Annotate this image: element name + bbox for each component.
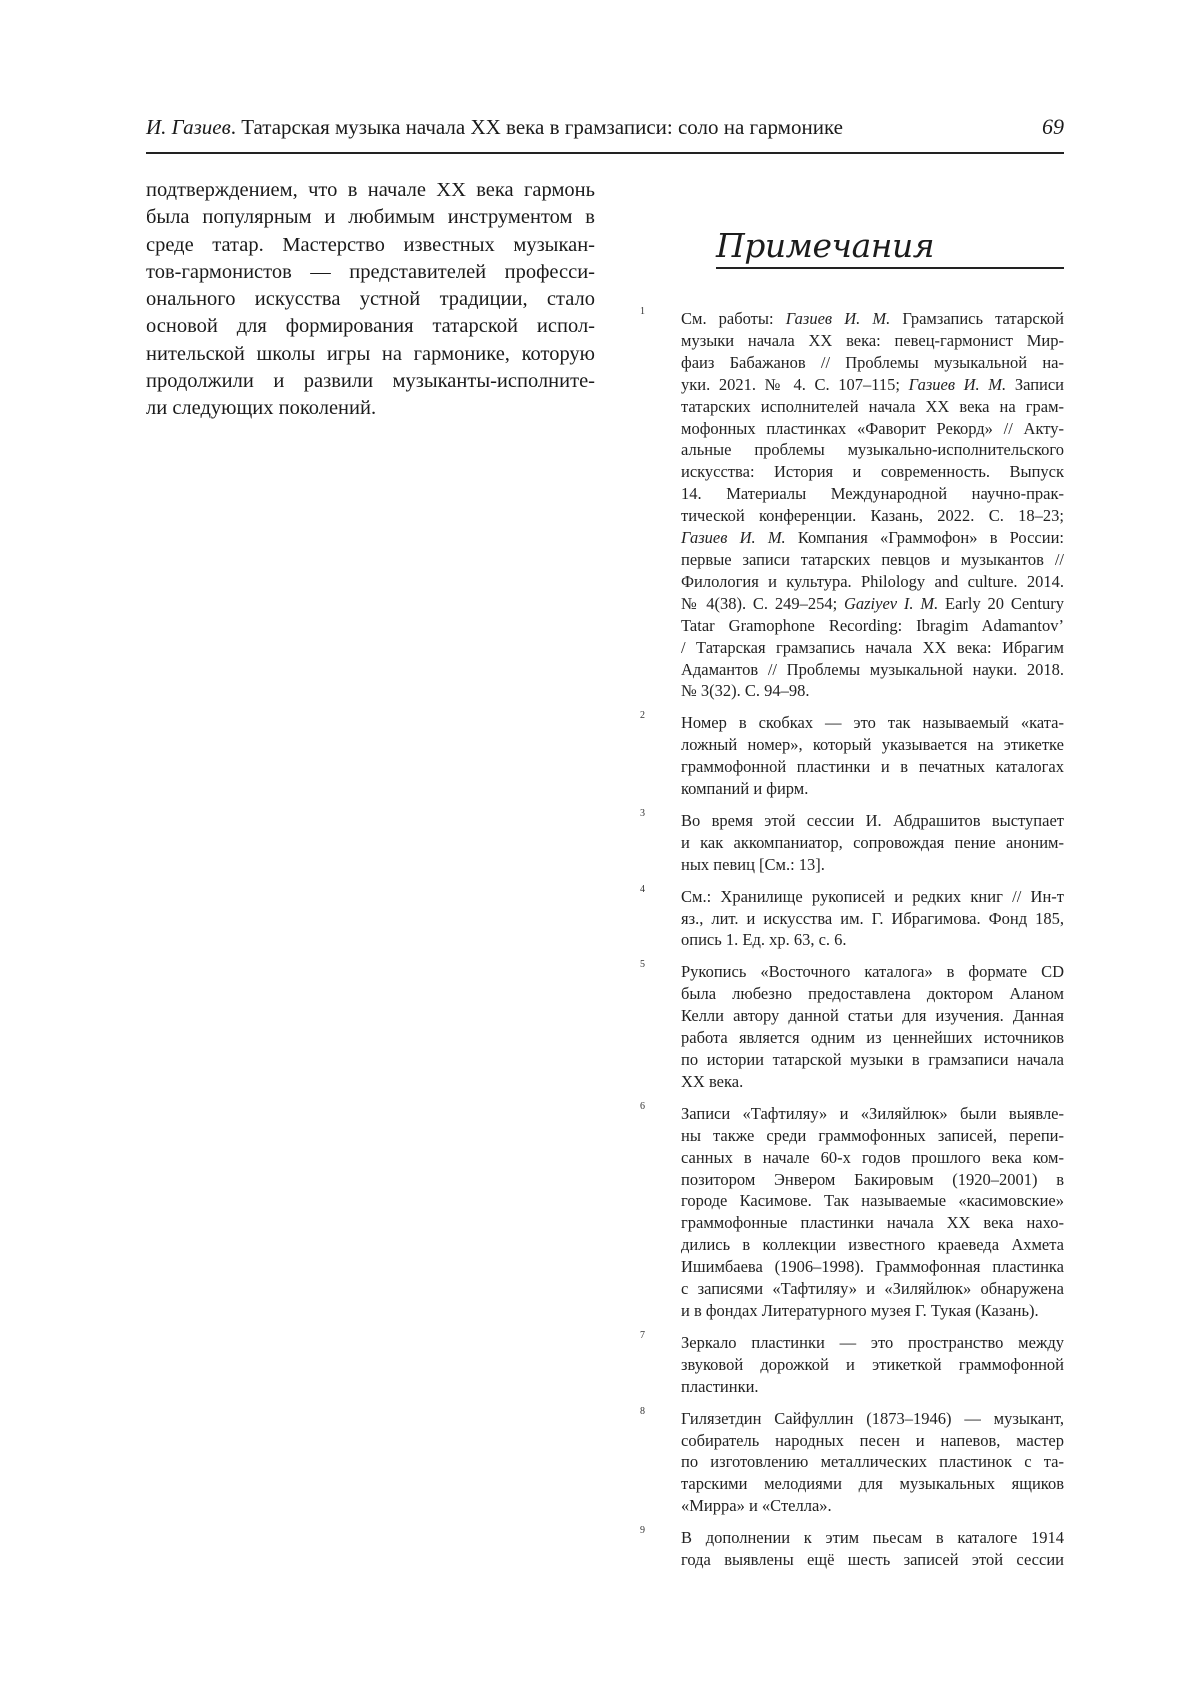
footnote-text-run: № 3(32). С. 94–98. (681, 681, 810, 701)
cited-author: Газиев И. М. (908, 374, 1007, 394)
footnote-text-run: «Мирра» и «Стелла». (681, 1496, 832, 1516)
footnote-text-run: Tatar Gramophone Recording: Ibragim Adamantov’ (681, 615, 1064, 635)
cited-author: Газиев И. М. (785, 309, 891, 328)
footnote-line (681, 527, 1064, 549)
footnote-line (681, 1451, 1064, 1473)
footnote-text-run: Грамзапись татарской (890, 309, 1064, 328)
footnote-line (681, 593, 1064, 615)
footnote-text-run: звуковой дорожкой и этикеткой граммофонной (681, 1354, 1064, 1374)
footnote-line (681, 461, 1064, 483)
body-line: тов-гармонистов — представителей професси- (146, 260, 595, 283)
footnote-text-run: первые записи татарских певцов и музыкантов // (681, 549, 1064, 569)
footnote-line (681, 1278, 1064, 1300)
footnote-line (681, 1430, 1064, 1452)
body-text-column (146, 177, 595, 423)
footnote-line (681, 1495, 1064, 1517)
footnote (640, 1405, 1064, 1518)
footnote-line (681, 1473, 1064, 1495)
footnote-text-run: альные проблемы музыкально-исполнительского (681, 440, 1064, 460)
author-name: И. Газиев (146, 115, 231, 139)
body-line: подтверждением, что в начале XX века гармонь (146, 179, 595, 201)
footnote-line (681, 1147, 1064, 1169)
footnote-text-run: с записями «Тафтиляу» и «Зиляйлюк» обнаружена (681, 1279, 1064, 1299)
footnote-text (681, 712, 1064, 800)
footnote (640, 1329, 1064, 1398)
footnote-line (681, 929, 1064, 951)
footnote-text-run: санных в начале 60-х годов прошлого века ком- (681, 1147, 1064, 1167)
footnote-text-run: граммофонной пластинки и в печатных каталогах (681, 757, 1064, 777)
footnote-text-run: по истории татарской музыки в грамзаписи начала (681, 1050, 1064, 1069)
footnote (640, 1100, 1064, 1322)
footnote (640, 1527, 1064, 1571)
footnote-text-run: 14. Материалы Международной научно-прак- (681, 484, 1064, 504)
footnote-text (681, 1332, 1064, 1398)
footnote-line (681, 1005, 1064, 1027)
footnote-text (681, 1527, 1064, 1571)
footnote-number: 6 (640, 1100, 645, 1112)
footnote-text-run: позитором Энвером Бакировым (1920–2001) в (681, 1169, 1064, 1189)
article-title: . Татарская музыка начала XX века в грамзаписи: соло на гармонике (230, 115, 843, 139)
footnote-line (681, 832, 1064, 854)
footnote-number: 8 (640, 1405, 645, 1417)
footnote-line (681, 712, 1064, 734)
footnote-text-run: Филология и культура. Philology and culture. 2014. (681, 571, 1064, 591)
footnote-text-run: татарских исполнителей начала XX века на грам- (681, 396, 1064, 416)
footnote-line (681, 396, 1064, 418)
footnote-line (681, 1103, 1064, 1125)
footnote-line (681, 1071, 1064, 1093)
footnote (640, 961, 1064, 1092)
footnote-text-run: В дополнении к этим пьесам в каталоге 1914 (681, 1528, 1064, 1548)
footnote-line (681, 615, 1064, 637)
footnote (640, 807, 1064, 876)
footnote-text (681, 1103, 1064, 1322)
body-line: продолжили и развили музыканты-исполните- (146, 370, 595, 393)
footnote-text-run: компаний и фирм. (681, 779, 809, 799)
footnote-line (681, 1027, 1064, 1049)
footnote-line (681, 680, 1064, 702)
footnote-line (681, 1234, 1064, 1256)
footnote-line (681, 778, 1064, 800)
footnote-line (681, 1190, 1064, 1212)
footnote-line (681, 1354, 1064, 1376)
footnote-line (681, 1332, 1064, 1354)
footnote-line (681, 734, 1064, 756)
footnote-line (681, 1169, 1064, 1191)
running-title (146, 112, 843, 142)
footnote-text-run: фаиз Бабажанов // Проблемы музыкальной на- (681, 352, 1064, 372)
footnote-text-run: См. работы: (681, 309, 786, 328)
footnote-text (681, 1408, 1064, 1518)
footnote-line (681, 961, 1064, 983)
footnote (640, 712, 1064, 800)
footnote-text-run: Early 20 Century (938, 593, 1064, 613)
footnote-text-run: дились в коллекции известного краеведа Ахмета (681, 1235, 1064, 1255)
footnote-text-run: Номер в скобках — это так называемый «ката- (681, 713, 1064, 733)
footnote-line (681, 1300, 1064, 1322)
footnote-text (681, 308, 1064, 702)
footnote-text-run: Адамантов // Проблемы музыкальной науки. 2018. (681, 659, 1064, 679)
footnote-text-run: Рукопись «Восточного каталога» в формате CD (681, 962, 1064, 982)
footnote-text-run: ных певиц [См.: 13]. (681, 854, 825, 874)
footnote-line (681, 854, 1064, 876)
footnote-text-run: музыки начала XX века: певец-гармонист Мир- (681, 330, 1064, 350)
footnote-text-run: собиратель народных песен и напевов, мастер (681, 1430, 1064, 1450)
footnote-text (681, 810, 1064, 876)
body-line: основой для формирования татарской испол- (146, 315, 595, 338)
footnote-line (681, 1549, 1064, 1571)
notes-list (640, 308, 1064, 1581)
footnote-text-run: Келли автору данной статьи для изучения. Данная (681, 1006, 1064, 1026)
footnote-text-run: городе Касимове. Так называемые «касимовские» (681, 1191, 1064, 1211)
footnote-text-run: Записи «Тафтиляу» и «Зиляйлюк» были выявле- (681, 1103, 1064, 1123)
header-divider (146, 152, 1064, 154)
footnote-text-run: См.: Хранилище рукописей и редких книг // Ин-т (681, 886, 1064, 906)
footnote-line (681, 505, 1064, 527)
footnote-number: 3 (640, 807, 645, 819)
footnote-text-run: мофонных пластинках «Фаворит Рекорд» // Акту- (681, 418, 1064, 438)
notes-heading: Примечания (716, 226, 935, 265)
notes-heading-divider (716, 267, 1064, 269)
cited-author: Газиев И. М. (681, 528, 786, 548)
footnote-line (681, 308, 1064, 330)
page-number: 69 (1042, 114, 1064, 139)
footnote-line (681, 549, 1064, 571)
footnote-line (681, 983, 1064, 1005)
footnote-line (681, 1408, 1064, 1430)
footnote-text-run: пластинки. (681, 1376, 759, 1396)
footnote (640, 883, 1064, 952)
footnote-text-run: ны также среди граммофонных записей, перепи- (681, 1125, 1064, 1145)
footnote-text-run: XX века. (681, 1071, 744, 1091)
footnote-line (681, 810, 1064, 832)
footnote-text-run: Ишимбаева (1906–1998). Граммофонная пластинка (681, 1257, 1064, 1277)
footnote-line (681, 439, 1064, 461)
footnote-line (681, 1049, 1064, 1071)
footnote-text-run: года выявлены ещё шесть записей этой сессии (681, 1550, 1064, 1570)
footnote-line (681, 637, 1064, 659)
footnote-number: 2 (640, 710, 645, 722)
footnote-text (681, 961, 1064, 1092)
footnote-text-run: искусства: История и современность. Выпуск (681, 462, 1064, 482)
footnote-text-run: Во время этой сессии И. Абдрашитов выступает (681, 810, 1064, 830)
footnote-text-run: уки. 2021. № 4. С. 107–115; (681, 374, 909, 394)
footnote-text-run: № 4(38). С. 249–254; (681, 593, 844, 613)
body-paragraph (146, 177, 595, 423)
footnote-number: 7 (640, 1329, 645, 1341)
footnote-text-run: яз., лит. и искусства им. Г. Ибрагимова. Фонд 185, (681, 908, 1064, 928)
footnote-line (681, 1527, 1064, 1549)
footnote (640, 308, 1064, 702)
cited-author: Gaziyev I. M. (843, 593, 939, 613)
footnote-line (681, 1256, 1064, 1278)
footnote-line (681, 1212, 1064, 1234)
footnote-line (681, 418, 1064, 440)
footnote-number: 1 (640, 306, 645, 317)
footnote-line (681, 659, 1064, 681)
footnote-line (681, 886, 1064, 908)
footnote-text-run: по изготовлению металлических пластинок с та- (681, 1452, 1064, 1472)
footnote-text-run: и как аккомпаниатор, сопровождая пение аноним- (681, 832, 1064, 852)
footnote-text-run: Гилязетдин Сайфуллин (1873–1946) — музыкант, (681, 1408, 1064, 1428)
footnote-text-run: тической конференции. Казань, 2022. С. 18–23; (681, 506, 1064, 526)
footnote-text-run: работа является одним из ценнейших источников (681, 1028, 1064, 1048)
body-line: среде татар. Мастерство известных музыкан- (146, 233, 595, 256)
footnote-text (681, 886, 1064, 952)
footnote-text-run: / Татарская грамзапись начала XX века: Ибрагим (681, 637, 1064, 657)
body-line: была популярным и любимым инструментом в (146, 206, 595, 229)
footnote-number: 9 (640, 1525, 645, 1537)
footnote-line (681, 756, 1064, 778)
footnote-line (681, 352, 1064, 374)
footnote-text-run: Компания «Граммофон» в России: (785, 528, 1064, 548)
footnote-text-run: Записи (1006, 374, 1065, 394)
footnote-text-run: ложный номер», который указывается на этикетке (681, 735, 1064, 755)
footnote-number: 4 (640, 883, 645, 895)
footnote-line (681, 330, 1064, 352)
footnote-text-run: Зеркало пластинки — это пространство между (681, 1332, 1064, 1352)
footnote-text-run: опись 1. Ед. хр. 63, с. 6. (681, 930, 847, 950)
footnote-number: 5 (640, 959, 645, 971)
body-line: онального искусства устной традиции, стало (146, 288, 595, 311)
footnote-line (681, 483, 1064, 505)
body-line: нительской школы игры на гармонике, которую (146, 342, 595, 365)
footnote-line (681, 1125, 1064, 1147)
footnote-line (681, 374, 1064, 396)
footnote-text-run: и в фондах Литературного музея Г. Тукая (Казань). (681, 1300, 1039, 1320)
footnote-text-run: тарскими мелодиями для музыкальных ящиков (681, 1474, 1064, 1494)
footnote-line (681, 1376, 1064, 1398)
footnote-text-run: граммофонные пластинки начала XX века нахо- (681, 1213, 1064, 1233)
running-header (146, 112, 1064, 142)
footnote-text-run: была любезно предоставлена доктором Аланом (681, 984, 1064, 1004)
body-line: ли следующих поколений. (146, 397, 377, 420)
footnote-line (681, 908, 1064, 930)
footnote-line (681, 571, 1064, 593)
